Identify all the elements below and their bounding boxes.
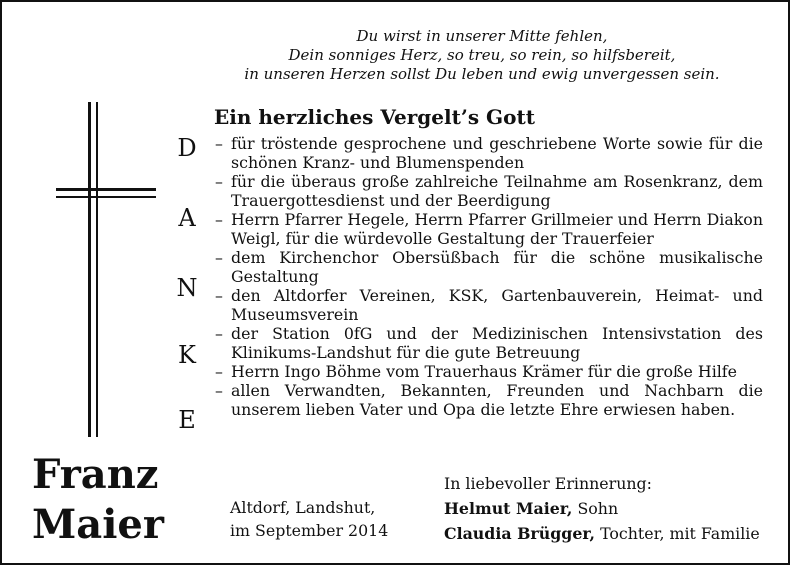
thanks-item: – Herrn Ingo Böhme vom Trauerhaus Krämer für die große Hilfe	[215, 362, 763, 381]
mourner-line	[444, 496, 760, 521]
danke-letter-a: A	[178, 204, 196, 232]
mourner-name: Claudia Brügger,	[444, 524, 596, 543]
poem-line: Du wirst in unserer Mitte fehlen,	[356, 27, 608, 45]
thanks-item: – für die überaus große zahlreiche Teilnahme am Rosenkranz, dem Trauergottesdienst und der Beerdigung	[215, 172, 763, 210]
memorial-poem	[177, 27, 787, 85]
danke-letter-n: N	[176, 274, 198, 302]
remembrance-heading: In liebevoller Erinnerung:	[444, 474, 652, 493]
mourner-relation: Tochter, mit Familie	[600, 524, 760, 543]
danke-letter-k: K	[178, 341, 196, 369]
thanks-item: – Herrn Pfarrer Hegele, Herrn Pfarrer Grillmeier und Herrn Diakon Weigl, für die würdevolle Gestaltung der Trauerfeier	[215, 210, 763, 248]
mourner-line	[444, 521, 760, 546]
thanks-item: – für tröstende gesprochene und geschriebene Worte sowie für die schönen Kranz- und Blumenspenden	[215, 134, 763, 172]
place-and-date	[230, 496, 388, 542]
mourner-relation: Sohn	[577, 499, 619, 518]
thanks-item: – der Station 0fG und der Medizinischen Intensivstation des Klinikums-Landshut für die gute Betreuung	[215, 324, 763, 362]
remembrance-block	[444, 471, 760, 546]
thanks-title: Ein herzliches Vergelt’s Gott	[214, 105, 535, 129]
place: Altdorf, Landshut,	[230, 498, 376, 517]
cross-icon	[56, 102, 156, 437]
danke-letter-d: D	[177, 134, 197, 162]
deceased-name	[32, 450, 164, 550]
thanks-list	[215, 134, 763, 419]
date: im September 2014	[230, 521, 389, 540]
last-name: Maier	[32, 501, 164, 548]
mourner-name: Helmut Maier,	[444, 499, 573, 518]
danke-letter-e: E	[178, 406, 196, 434]
thanks-item: – dem Kirchenchor Obersüßbach für die schöne musikalische Gestaltung	[215, 248, 763, 286]
thanks-item: – den Altdorfer Vereinen, KSK, Gartenbauverein, Heimat- und Museumsverein	[215, 286, 763, 324]
first-name: Franz	[32, 451, 159, 498]
poem-line: in unseren Herzen sollst Du leben und ewig unvergessen sein.	[244, 65, 720, 84]
danke-letters	[172, 134, 202, 444]
thanks-item: – allen Verwandten, Bekannten, Freunden und Nachbarn die unserem lieben Vater und Opa die letzte Ehre erwiesen haben.	[215, 381, 763, 419]
poem-line: Dein sonniges Herz, so treu, so rein, so hilfsbereit,	[288, 46, 676, 65]
